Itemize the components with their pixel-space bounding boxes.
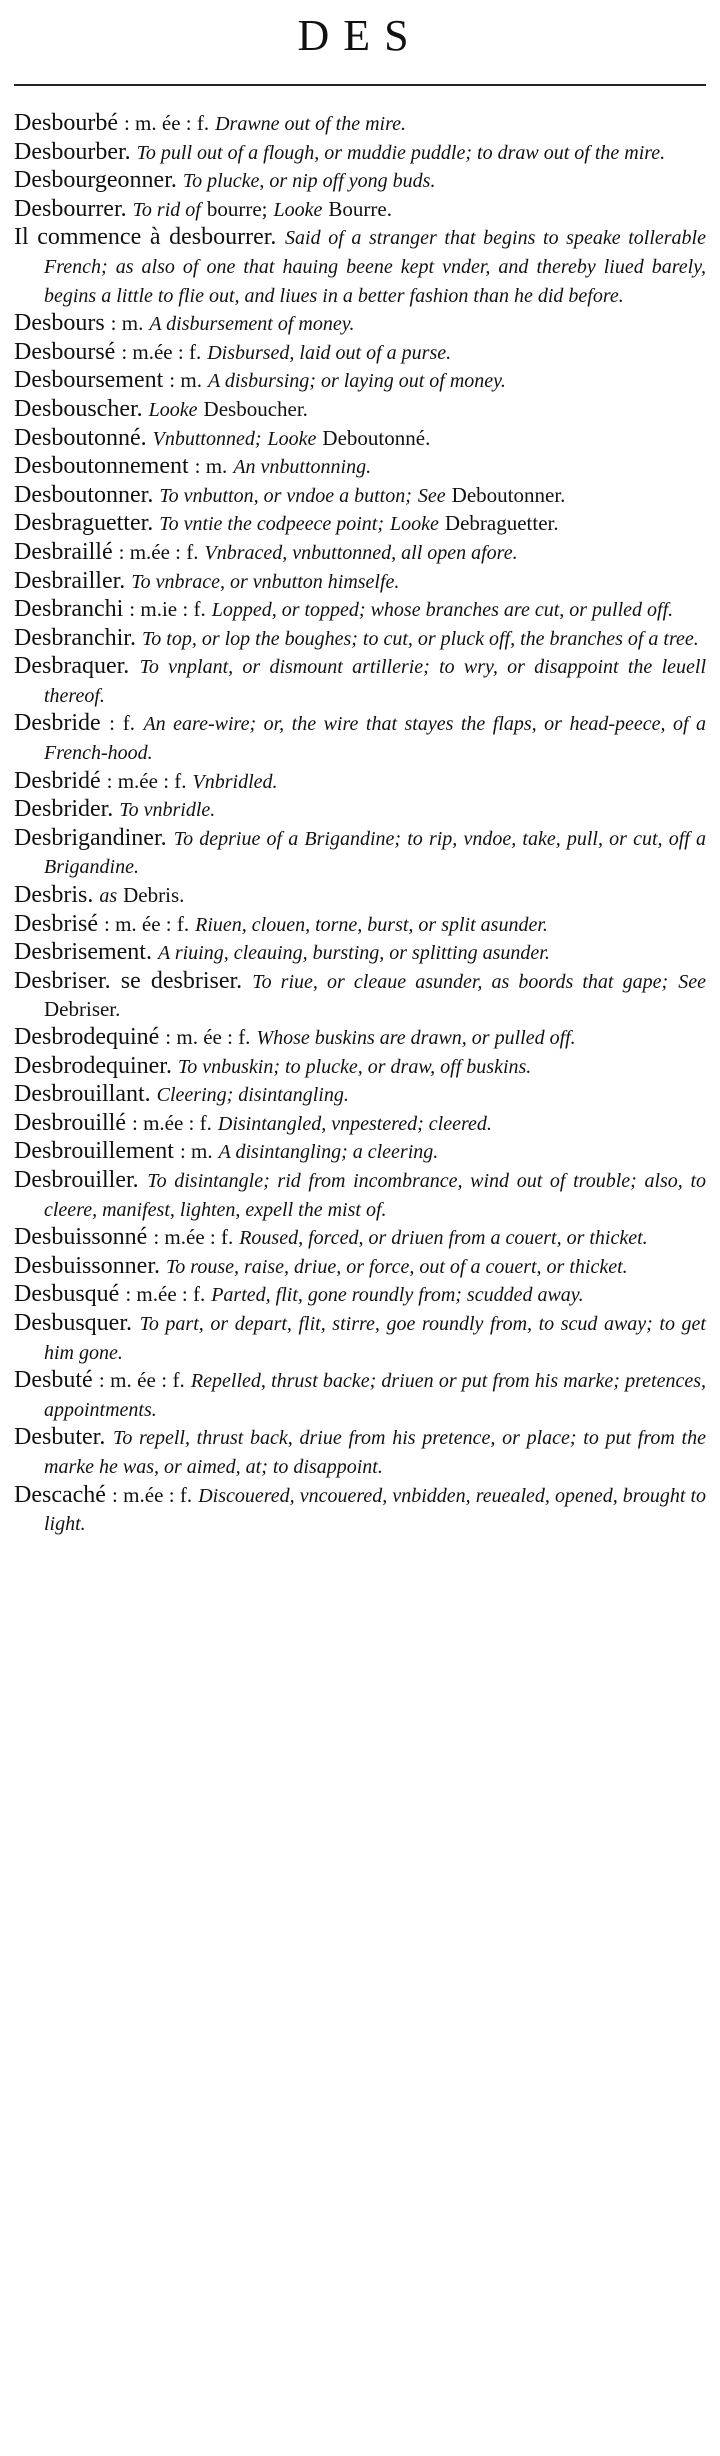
entry-headword: Desbours: [14, 310, 105, 337]
entry-definition: To vnbridle.: [119, 799, 216, 822]
dictionary-entry: [14, 1167, 706, 1224]
entry-headword: Desboursement: [14, 367, 164, 394]
entry-headword: Il commence à desbourrer.: [14, 224, 277, 251]
entry-headword: Desbrider.: [14, 796, 114, 823]
entry-definition: Discouered, vncouered, vnbidden, reuealed, opened, brought to light.: [44, 1484, 707, 1536]
entry-see-also: See: [417, 484, 446, 507]
entry-definition: A disbursing; or laying out of money.: [207, 370, 506, 393]
entry-definition: To plucke, or nip off yong buds.: [182, 170, 436, 193]
dictionary-entry: [14, 196, 706, 225]
entry-definition: To vnbuskin; to plucke, or draw, off buskins.: [177, 1055, 532, 1078]
entry-definition: Lopped, or topped; whose branches are cut, or pulled off.: [211, 599, 674, 622]
dictionary-entry: [14, 596, 706, 625]
entry-definition: An vnbuttonning.: [233, 456, 372, 479]
entry-definition: To disintangle; rid from incombrance, wind out of trouble; also, to cleere, manifest, lighten, expell the mist of.: [44, 1169, 707, 1221]
entry-definition: Repelled, thrust backe; driuen or put from his marke; pretences, appointments.: [44, 1370, 706, 1421]
dictionary-entry: [14, 968, 706, 1024]
dictionary-entry: [14, 510, 706, 539]
entry-definition: To top, or lop the boughes; to cut, or pluck off, the branches of a tree.: [141, 627, 699, 650]
dictionary-entry: [14, 396, 706, 425]
dictionary-entry: [14, 1024, 706, 1053]
entry-grammar: : m. ée : f.: [123, 111, 210, 135]
entry-headword: Desboutonné.: [14, 424, 147, 451]
entry-see-also: Looke: [267, 427, 317, 450]
dictionary-entry: [14, 710, 706, 767]
entry-definition: To part, or depart, flit, stirre, goe roundly from, to scud away; to get him gone.: [44, 1312, 706, 1364]
entry-grammar: : m. ée : f.: [165, 1025, 251, 1049]
dictionary-entry: [14, 1424, 706, 1481]
entry-grammar: : m.ée : f.: [112, 1482, 193, 1507]
entry-definition: To vnbrace, or vnbutton himselfe.: [131, 570, 400, 593]
header-rule: [14, 84, 706, 86]
entry-reference: Deboutonné.: [322, 425, 431, 450]
dictionary-entry: [14, 110, 706, 139]
dictionary-entry: [14, 568, 706, 597]
entry-definition: Vnbridled.: [192, 770, 278, 793]
entry-definition: A disintangling; a cleering.: [218, 1141, 439, 1164]
entry-definition: To vnplant, or dismount artillerie; to wry, or disappoint the leuell thereof.: [44, 656, 707, 707]
entry-headword: Desboursé: [14, 338, 116, 365]
entry-grammar: : m. ée : f.: [103, 911, 190, 936]
entry-headword: Descaché: [14, 1481, 106, 1508]
entry-definition: To pull out of a flough, or muddie puddle; to draw out of the mire.: [136, 141, 666, 164]
entry-headword: Desbourbé: [14, 110, 118, 136]
entry-reference: Debraguetter.: [444, 511, 559, 536]
entry-see-also: Looke: [273, 198, 323, 221]
entry-headword: Desbuté: [14, 1367, 93, 1394]
entry-definition: To repell, thrust back, driue from his pretence, or place; to put from the marke he was, or aimed, at; to disappoint.: [44, 1427, 706, 1478]
entry-headword: Desbourgeonner.: [14, 167, 177, 194]
entry-definition: Vnbuttonned;: [152, 427, 262, 450]
entry-headword: Desbrisement.: [14, 939, 152, 966]
dictionary-entry: [14, 1281, 706, 1310]
entry-grammar: : m.: [169, 368, 202, 393]
entry-grammar: : m.ée : f.: [118, 539, 199, 564]
entry-headword: Desbusquer.: [14, 1309, 132, 1336]
dictionary-entry: [14, 1482, 706, 1539]
entry-headword: Desboutonnement: [14, 453, 189, 480]
dictionary-entry: [14, 882, 706, 911]
entry-definition: Whose buskins are drawn, or pulled off.: [256, 1027, 576, 1049]
dictionary-entry: [14, 768, 706, 797]
entry-headword: Desbranchir.: [14, 624, 136, 651]
entry-reference: Bourre.: [328, 196, 392, 221]
entry-grammar: : m.ie : f.: [129, 597, 206, 622]
dictionary-entry: [14, 453, 706, 482]
dictionary-entry: [14, 653, 706, 710]
entry-definition: To rid of: [132, 198, 201, 221]
entry-headword: Desbrigandiner.: [14, 824, 167, 851]
entry-definition: Drawne out of the mire.: [215, 113, 407, 135]
entry-grammar: : m. ée : f.: [98, 1368, 185, 1393]
dictionary-entry: [14, 625, 706, 654]
dictionary-entry: [14, 425, 706, 454]
entry-headword: Desbrodequiné: [14, 1024, 160, 1050]
entry-headword: Desbraillé: [14, 538, 113, 565]
entry-reference: Desboucher.: [203, 396, 308, 421]
entry-definition: To vnbutton, or vndoe a button;: [159, 484, 412, 507]
entry-definition: To vntie the codpeece point;: [159, 513, 385, 536]
dictionary-entry: [14, 1138, 706, 1167]
entry-headword: Desbraquer.: [14, 653, 130, 680]
entry-headword: Desbrodequiner.: [14, 1052, 172, 1079]
entry-definition: Riuen, clouen, torne, burst, or split asunder.: [195, 913, 548, 936]
entry-definition: A riuing, cleauing, bursting, or splitting asunder.: [157, 942, 550, 965]
entry-reference: Debriser.: [44, 997, 121, 1022]
dictionary-entry: [14, 1310, 706, 1367]
entry-headword: Desbriser. se desbriser.: [14, 967, 243, 994]
entry-headword: Desbourber.: [14, 138, 131, 165]
entry-definition: Said of a stranger that begins to speake tollerable French; as also of one that hauing beene kept vnder, and thereby liued barely, begins a little to flie out, and liues in a better fashion than he did before.: [44, 227, 706, 307]
entry-see-also: as: [99, 885, 118, 908]
entry-definition: An eare-wire; or, the wire that stayes the flaps, or head-peece, of a French-hood.: [44, 713, 707, 765]
entry-definition: To depriue of a Brigandine; to rip, vndoe, take, pull, or cut, off a Brigandine.: [44, 827, 706, 879]
entry-headword: Desboutonner.: [14, 481, 154, 508]
entry-grammar: : m.ée : f.: [121, 339, 202, 364]
entry-definition: Disbursed, laid out of a purse.: [207, 341, 452, 364]
entry-see-also: Looke: [148, 398, 198, 421]
dictionary-entry: [14, 1110, 706, 1139]
entry-reference: Deboutonner.: [451, 482, 566, 507]
entry-see-also: Looke: [390, 513, 439, 536]
entry-headword: Desbouscher.: [14, 395, 143, 422]
entry-grammar: : m.: [179, 1139, 213, 1164]
entry-headword: Desbrouillement: [14, 1138, 174, 1165]
entry-list: [14, 110, 706, 1539]
entry-grammar: : m.: [110, 311, 144, 336]
entry-headword: Desbridé: [14, 767, 101, 794]
dictionary-entry: [14, 139, 706, 168]
entry-headword: Desbride: [14, 710, 101, 737]
entry-headword: Desbrisé: [14, 910, 98, 937]
entry-grammar: : m.ée : f.: [125, 1282, 206, 1307]
entry-grammar: : m.ée : f.: [153, 1225, 234, 1250]
entry-grammar: : f.: [109, 711, 135, 736]
dictionary-entry: [14, 310, 706, 339]
entry-headword: Desbraguetter.: [14, 510, 154, 537]
dictionary-entry: [14, 1367, 706, 1424]
entry-definition: Cleering; disintangling.: [156, 1084, 349, 1107]
dictionary-entry: [14, 825, 706, 882]
dictionary-entry: [14, 367, 706, 396]
entry-grammar: : m.: [194, 454, 228, 479]
entry-headword: Desbris.: [14, 882, 94, 909]
dictionary-entry: [14, 224, 706, 310]
entry-headword: Desbrouillé: [14, 1109, 126, 1136]
dictionary-entry: [14, 167, 706, 196]
dictionary-entry: [14, 339, 706, 368]
dictionary-entry: [14, 1253, 706, 1282]
entry-headword: Desbrouiller.: [14, 1166, 139, 1193]
entry-reference: bourre;: [206, 196, 268, 221]
entry-definition: Disintangled, vnpestered; cleered.: [217, 1112, 492, 1135]
entry-definition: Parted, flit, gone roundly from; scudded away.: [211, 1284, 584, 1307]
dictionary-entry: [14, 482, 706, 511]
dictionary-entry: [14, 796, 706, 825]
entry-headword: Desbuissonné: [14, 1224, 148, 1251]
entry-headword: Desbrouillant.: [14, 1081, 151, 1108]
entry-headword: Desbrailler.: [14, 567, 126, 594]
entry-definition: Vnbraced, vnbuttonned, all open afore.: [204, 541, 518, 564]
dictionary-entry: [14, 911, 706, 940]
dictionary-entry: [14, 1081, 706, 1110]
dictionary-entry: [14, 939, 706, 968]
dictionary-entry: [14, 1053, 706, 1082]
entry-grammar: : m.ée : f.: [106, 768, 187, 793]
entry-headword: Desbourrer.: [14, 195, 127, 222]
entry-headword: Desbuissonner.: [14, 1252, 160, 1279]
entry-headword: Desbuter.: [14, 1424, 106, 1451]
entry-headword: Desbusqué: [14, 1281, 120, 1308]
running-head: DES: [297, 11, 423, 60]
dictionary-entry: [14, 539, 706, 568]
entry-definition: Roused, forced, or driuen from a couert, or thicket.: [239, 1227, 648, 1250]
entry-headword: Desbranchi: [14, 596, 124, 623]
entry-definition: To riue, or cleaue asunder, as boords that gape;: [252, 970, 669, 993]
entry-see-also: See: [678, 970, 706, 993]
entry-grammar: : m.ée : f.: [131, 1110, 212, 1135]
dictionary-entry: [14, 1224, 706, 1253]
entry-definition: A disbursement of money.: [149, 313, 355, 336]
entry-definition: To rouse, raise, driue, or force, out of a couert, or thicket.: [166, 1255, 628, 1278]
entry-reference: Debris.: [123, 883, 185, 908]
